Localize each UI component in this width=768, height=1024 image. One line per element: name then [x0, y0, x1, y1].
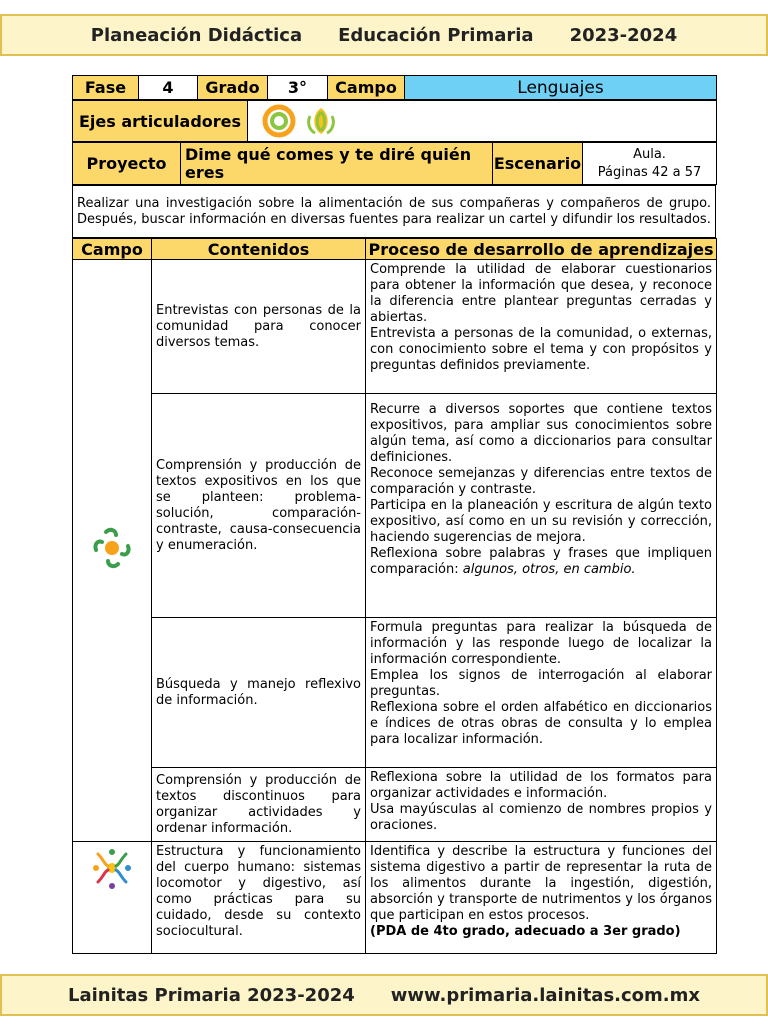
table-row: [73, 842, 717, 954]
proceso-1-item: Comprende la utilidad de elaborar cuestionarios para obtener la información que desea, y reconoce la diferencia entre plantear preguntas cerradas y abiertas.: [370, 262, 712, 325]
escenario-line1: Aula.: [633, 146, 666, 162]
grado-value: 3°: [268, 76, 328, 100]
proceso-5-item: Identifica y describe la estructura y funciones del sistema digestivo a partir de representar la ruta de los alimentos durante la ingestión, digestión, absorción y transporte de nutrimentos y los órganos que participan en estos procesos.: [370, 844, 712, 923]
campo-cell-saberes: [73, 842, 152, 954]
fase-value: 4: [139, 76, 198, 100]
proyecto-label: Proyecto: [73, 143, 181, 185]
proceso-2-item: Recurre a diversos soportes que contiene textos expositivos, para ampliar sus conocimientos sobre algún tema, así como a diccionarios para consultar definiciones.: [370, 402, 712, 465]
footer-banner: [0, 974, 768, 1016]
header-title: Planeación Didáctica: [90, 24, 303, 46]
contenido-2: Comprensión y producción de textos expositivos en los que se planteen: problema-solución, comparación-contraste, causa-consecuencia y enumeración.: [152, 394, 366, 618]
ejes-label: Ejes articuladores: [73, 101, 248, 141]
grado-label: Grado: [198, 76, 268, 100]
fase-label: Fase: [73, 76, 139, 100]
info-table: [72, 75, 717, 100]
table-row: [73, 260, 717, 394]
ejes-cell: [73, 101, 717, 142]
footer-url[interactable]: www.primaria.lainitas.com.mx: [390, 984, 700, 1006]
header-year: 2023-2024: [569, 24, 678, 46]
contenido-5: Estructura y funcionamiento del cuerpo humano: sistemas locomotor y digestivo, así como prácticas para su cuidado, desde su contexto sociocultural.: [152, 842, 366, 954]
proyecto-title: Dime qué comes y te diré quién eres: [181, 143, 493, 185]
campo-value: Lenguajes: [405, 76, 717, 100]
ejes-table: [72, 100, 717, 142]
content-table: [72, 238, 717, 954]
proceso-2-last-italic: algunos, otros, en cambio.: [462, 562, 636, 577]
proceso-3-item: Emplea los signos de interrogación al elaborar preguntas.: [370, 668, 712, 699]
campo-cell-lenguajes: [73, 260, 152, 842]
proceso-1-item: Entrevista a personas de la comunidad, o externas, con conocimiento sobre el tema y con propósitos y preguntas definidos previamente.: [370, 326, 712, 373]
footer-brand: Lainitas Primaria 2023-2024: [68, 984, 355, 1006]
proyecto-table: [72, 142, 717, 185]
proceso-3: [366, 618, 717, 768]
contenido-3: Búsqueda y manejo reflexivo de información.: [152, 618, 366, 768]
table-row: [73, 394, 717, 618]
proceso-2-item: Participa en la planeación y escritura de algún texto expositivo, así como en un su revisión y corrección, haciendo sugerencias de mejora.: [370, 498, 712, 545]
col-header-campo: Campo: [73, 239, 152, 260]
lenguajes-campo-icon: [92, 526, 132, 570]
header-level: Educación Primaria: [338, 24, 534, 46]
col-header-proceso: Proceso de desarrollo de aprendizajes: [366, 239, 717, 260]
proceso-4-item: Usa mayúsculas al comienzo de nombres propios y oraciones.: [370, 802, 712, 833]
table-row: [73, 768, 717, 842]
proceso-2-item: Reconoce semejanzas y diferencias entre textos de comparación y contraste.: [370, 466, 712, 497]
proceso-5: [366, 842, 717, 954]
proceso-3-item: Formula preguntas para realizar la búsqueda de información y las responde luego de localizar la información correspondiente.: [370, 620, 712, 667]
proceso-2-last-prefix: Reflexiona sobre palabras y frases que impliquen comparación:: [370, 546, 712, 577]
proceso-5-bold: (PDA de 4to grado, adecuado a 3er grado): [370, 924, 681, 939]
header-banner: [0, 14, 768, 56]
proceso-4: [366, 768, 717, 842]
description-table: [72, 185, 716, 238]
proceso-2-item-last: [370, 546, 712, 578]
table-row: [73, 618, 717, 768]
proceso-1: [366, 260, 717, 394]
contenido-4: Comprensión y producción de textos discontinuos para organizar actividades y ordenar información.: [152, 768, 366, 842]
campo-label: Campo: [328, 76, 405, 100]
escenario-label: Escenario: [493, 143, 583, 185]
escenario-line2: Páginas 42 a 57: [597, 164, 702, 180]
contenido-1: Entrevistas con personas de la comunidad para conocer diversos temas.: [152, 260, 366, 394]
proceso-3-item: Reflexiona sobre el orden alfabético en diccionarios e índices de otras obras de consulta y lo emplea para localizar información.: [370, 700, 712, 747]
project-description: Realizar una investigación sobre la alimentación de sus compañeras y compañeros de grupo. Después, buscar información en diversas fuentes para realizar un cartel y difundir los resultados.: [73, 186, 716, 238]
saberes-campo-icon: [90, 846, 134, 890]
planning-sheet: [72, 75, 716, 954]
escenario-value: [583, 143, 717, 185]
proceso-4-item: Reflexiona sobre la utilidad de los formatos para organizar actividades e información.: [370, 770, 712, 801]
interculturalidad-icon: [304, 104, 338, 138]
inclusion-icon: [262, 104, 296, 138]
proceso-2: [366, 394, 717, 618]
col-header-contenidos: Contenidos: [152, 239, 366, 260]
